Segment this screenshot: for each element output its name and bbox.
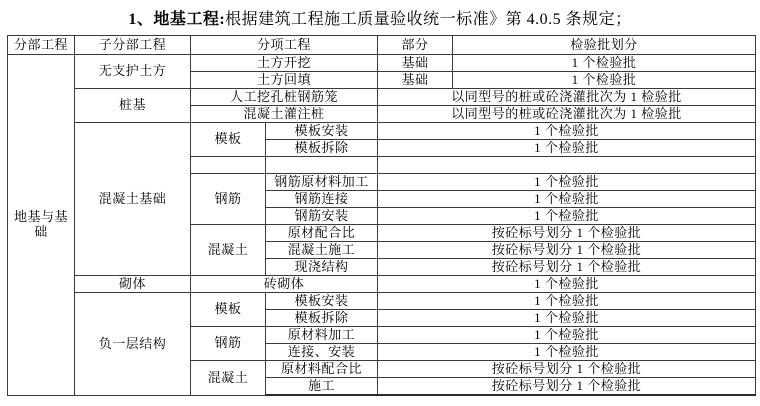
cell-item: 砖砌体 [191,276,378,293]
table-row [8,123,756,140]
header-cell-batch: 检验批划分 [453,36,756,55]
table-row [8,89,756,106]
table-row [8,55,756,72]
cell-subdivision: 混凝土基础 [75,123,191,276]
cell-batch: 1 个检验批 [378,140,756,157]
cell-item: 现浇结构 [266,259,378,276]
cell-item: 人工挖孔桩钢筋笼 [191,89,378,106]
cell-group: 混凝土 [191,225,266,276]
cell-item: 钢筋原材料加工 [266,174,378,191]
table-row [8,293,756,310]
table-header-row [8,36,756,55]
cell-item: 混凝土施工 [266,242,378,259]
cell-group: 钢筋 [191,174,266,225]
cell-subdivision: 无支护土方 [75,55,191,89]
cell-item: 模板拆除 [266,310,378,327]
cell-subdivision: 桩基 [75,89,191,123]
cell-batch: 1 个检验批 [378,208,756,225]
cell-item: 原材配合比 [266,225,378,242]
cell-subdivision: 负一层结构 [75,293,191,396]
cell-batch: 以同型号的桩或砼浇灌批次为 1 检验批 [378,106,756,123]
header-cell-subitem: 分项工程 [191,36,378,55]
cell-batch: 按砼标号划分 1 个检验批 [378,378,756,396]
cell-group [191,157,266,174]
cell-subdivision: 砌体 [75,276,191,293]
cell-batch: 1 个检验批 [378,174,756,191]
header-cell-subdivision: 子分部工程 [75,36,191,55]
cell-batch: 以同型号的桩或砼浇灌批次为 1 检验批 [378,89,756,106]
cell-group: 模板 [191,293,266,327]
cell-batch: 1 个检验批 [378,276,756,293]
cell-batch: 1 个检验批 [453,72,756,89]
cell-item: 钢筋安装 [266,208,378,225]
title-text: 根据建筑工程施工质量验收统一标准》第 4.0.5 条规定； [225,11,632,28]
table-row [8,276,756,293]
cell-item: 土方回填 [191,72,378,89]
document-title [0,0,760,29]
title-heading: 1、地基工程: [128,11,226,28]
cell-item: 原材料加工 [266,327,378,344]
cell-batch: 1 个检验批 [378,310,756,327]
cell-group: 模板 [191,123,266,157]
cell-batch: 1 个检验批 [378,293,756,310]
cell-batch: 按砼标号划分 1 个检验批 [378,242,756,259]
cell-division-name: 地基与基础 [8,55,75,396]
cell-batch: 1 个检验批 [378,344,756,361]
cell-batch: 按砼标号划分 1 个检验批 [378,259,756,276]
cell-part: 基础 [378,55,453,72]
cell-item: 施工 [266,378,378,396]
cell-batch: 1 个检验批 [378,327,756,344]
cell-batch: 1 个检验批 [453,55,756,72]
cell-item: 原材料配合比 [266,361,378,378]
cell-batch: 1 个检验批 [378,191,756,208]
cell-item: 连接、安装 [266,344,378,361]
cell-item: 钢筋连接 [266,191,378,208]
cell-group: 钢筋 [191,327,266,361]
cell-batch: 1 个检验批 [378,123,756,140]
cell-batch [378,157,756,174]
inspection-batch-table [7,35,756,396]
header-cell-division: 分部工程 [8,36,75,55]
header-cell-part: 部分 [378,36,453,55]
cell-batch: 按砼标号划分 1 个检验批 [378,225,756,242]
cell-item [266,157,378,174]
cell-item: 模板拆除 [266,140,378,157]
cell-batch: 按砼标号划分 1 个检验批 [378,361,756,378]
cell-item: 模板安装 [266,123,378,140]
cell-group: 混凝土 [191,361,266,396]
cell-item: 模板安装 [266,293,378,310]
cell-item: 土方开挖 [191,55,378,72]
cell-item: 混凝土灌注桩 [191,106,378,123]
cell-part: 基础 [378,72,453,89]
